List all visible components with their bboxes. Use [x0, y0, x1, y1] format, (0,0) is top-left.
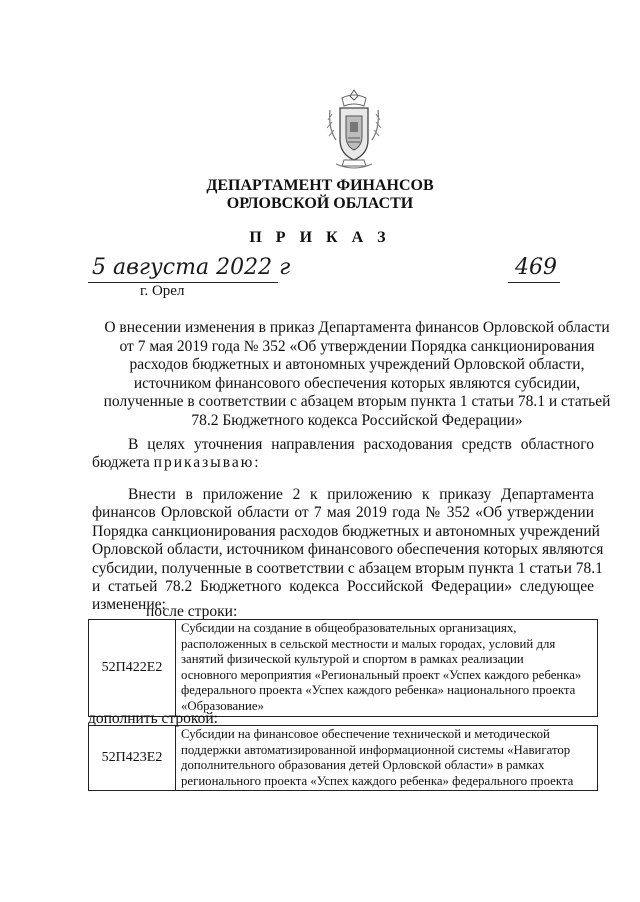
preamble-line: В целях уточнения направления расходования средств областного: [128, 436, 594, 453]
title-line: от 7 мая 2019 года № 352 «Об утверждении Порядка санкционирования: [119, 337, 595, 355]
row-code: 52П423Е2: [89, 726, 176, 791]
title-line: полученные в соответствии с абзацем вторым пункта 1 статьи 78.1 и статьей: [103, 393, 611, 411]
title-line: источником финансового обеспечения которых являются субсидии,: [133, 374, 581, 392]
order-title: [92, 319, 622, 431]
body-line: Орловской области, источником финансового обеспечения которых являются: [92, 541, 604, 559]
preamble-paragraph: [92, 436, 594, 473]
description-line: занятий физической культурой и спортом в рамках реализации: [181, 652, 524, 667]
existing-row-table: [88, 619, 598, 717]
city: г. Орел: [140, 283, 185, 299]
order-label: П Р И К А З: [249, 229, 391, 246]
description-line: Субсидии на создание в общеобразовательных организациях,: [181, 621, 517, 635]
description-line: дополнительного образования детей Орловской области» в рамках: [181, 758, 545, 773]
department-name-line2: ОРЛОВСКОЙ ОБЛАСТИ: [226, 195, 414, 212]
after-row-label: после строки:: [146, 603, 238, 620]
add-row-label: дополнить строкой:: [88, 710, 218, 727]
description-line: Субсидии на финансовое обеспечение технической и методической: [181, 727, 550, 741]
row-description: [176, 620, 598, 717]
row-description: [176, 726, 598, 791]
description-line: поддержки автоматизированной информационной системы «Навигатор: [181, 742, 571, 757]
description-line: регионального проекта «Успех каждого ребенка» федерального проекта: [181, 773, 574, 788]
order-number-handwritten: 469: [515, 255, 557, 280]
number-underline: [508, 282, 560, 283]
preamble-line: [92, 454, 594, 472]
preamble-text: бюджета: [92, 454, 154, 472]
row-code: 52П422Е2: [89, 620, 176, 717]
description-line: «Образование»: [181, 698, 264, 713]
body-line: финансов Орловской области от 7 мая 2019 года № 352 «Об утверждении: [92, 504, 594, 522]
department-name-line1: ДЕПАРТАМЕНТ ФИНАНСОВ: [206, 177, 434, 194]
title-line: расходов бюджетных и автономных учреждений Орловской области,: [129, 356, 585, 374]
description-line: федерального проекта «Успех каждого ребенка» национального проекта: [181, 683, 576, 698]
body-line: изменение:: [92, 596, 166, 614]
coat-of-arms-icon: [326, 88, 382, 172]
preamble-command: приказываю:: [153, 454, 261, 472]
body-paragraph: [92, 486, 604, 615]
title-line: 78.2 Бюджетного кодекса Российской Федерации»: [191, 411, 523, 429]
description-line: расположенных в сельской местности и малых городах, условий для: [181, 636, 556, 651]
table-row: [89, 620, 598, 717]
description-line: основного мероприятия «Региональный проект «Успех каждого ребенка»: [181, 667, 582, 682]
body-line: субсидии, полученные в соответствии с абзацем вторым пункта 1 статьи 78.1: [92, 559, 603, 577]
table-row: [89, 726, 598, 791]
body-line: Внести в приложение 2 к приложению к приказу Департамента: [128, 486, 594, 503]
title-line: О внесении изменения в приказ Департамента финансов Орловской области: [104, 319, 610, 336]
body-line: Порядка санкционирования расходов бюджетных и автономных учреждений: [92, 522, 600, 540]
order-date-handwritten: 5 августа 2022 г: [92, 255, 291, 280]
new-row-table: [88, 725, 598, 791]
body-line: и статьей 78.2 Бюджетного кодекса Российской Федерации» следующее: [92, 578, 594, 596]
